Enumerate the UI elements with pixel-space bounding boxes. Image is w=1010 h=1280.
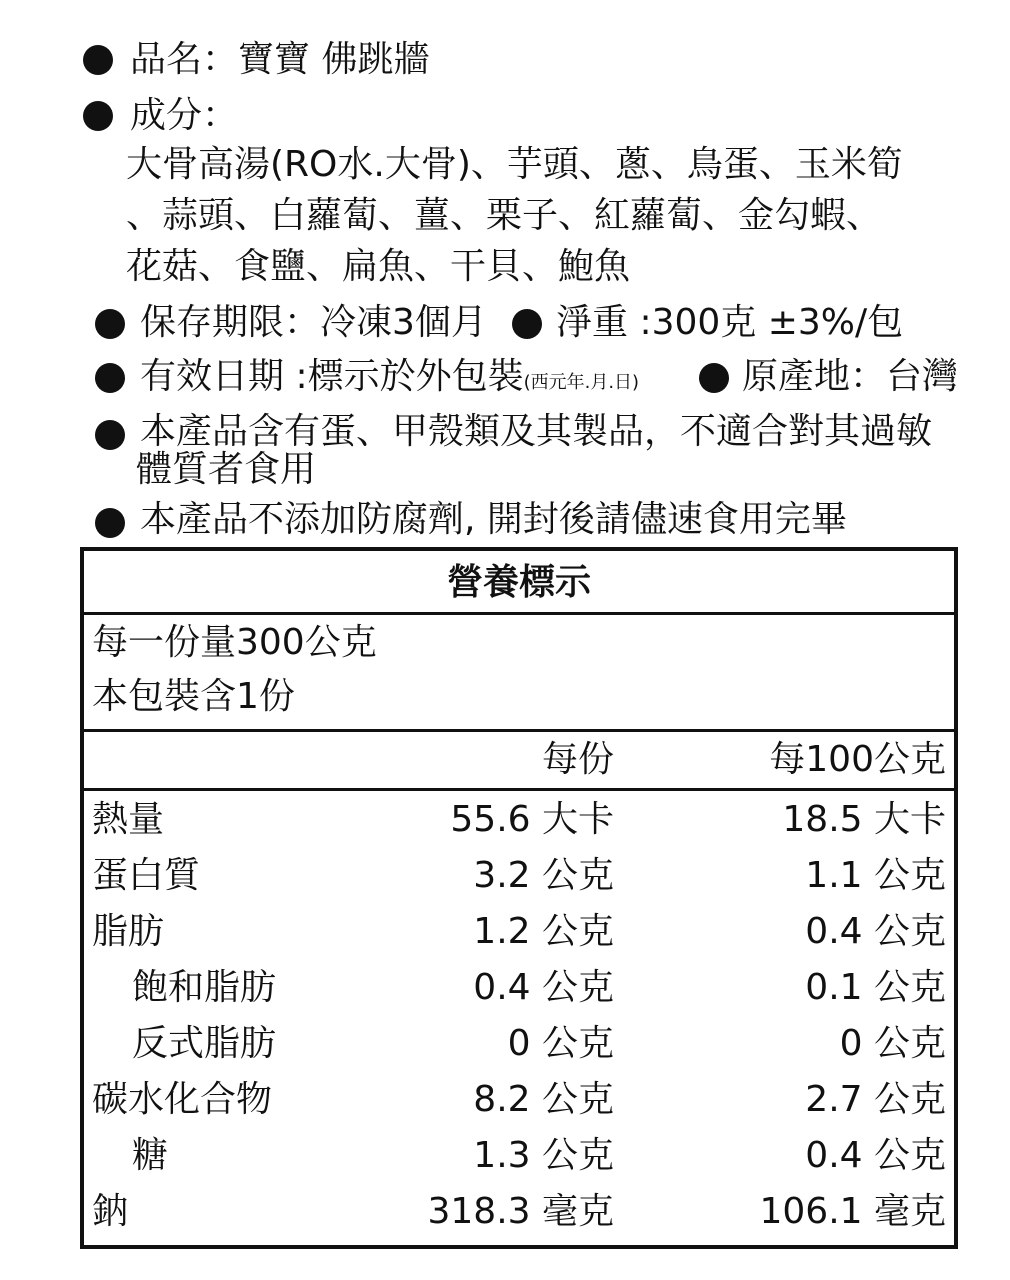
divider	[84, 788, 954, 791]
ingredients-title: 成分：	[130, 95, 239, 136]
divider	[84, 729, 954, 732]
per-serving-value: 318.3 毫克	[427, 1191, 614, 1232]
per-serving-value: 1.3 公克	[473, 1135, 614, 1176]
per-100g-value: 2.7 公克	[805, 1079, 946, 1120]
per-100g-value: 0.4 公克	[805, 1135, 946, 1176]
bullet-icon	[95, 508, 125, 538]
allergen-line: 體質者食用	[136, 449, 317, 490]
nutrient-name: 脂肪	[92, 911, 165, 952]
col-header-per-100g: 每100公克	[769, 739, 946, 780]
nutrient-name: 反式脂肪	[132, 1023, 277, 1064]
product-name: 品名：寶寶 佛跳牆	[130, 39, 430, 80]
serving-size: 每一份量300公克	[92, 622, 377, 663]
per-serving-value: 8.2 公克	[473, 1079, 614, 1120]
bullet-icon	[95, 309, 125, 339]
nutrient-name: 熱量	[92, 799, 165, 840]
net-weight: 淨重 :300克 ±3%/包	[556, 302, 904, 343]
bullet-icon	[512, 309, 542, 339]
per-100g-value: 0.4 公克	[805, 911, 946, 952]
bullet-icon	[95, 363, 125, 393]
nutrition-table	[80, 547, 958, 1249]
per-100g-value: 18.5 大卡	[782, 799, 946, 840]
per-100g-value: 106.1 毫克	[759, 1191, 946, 1232]
divider	[84, 612, 954, 615]
ingredients-line: 花菇、食鹽、扁魚、干貝、鮑魚	[126, 246, 631, 287]
per-serving-value: 0.4 公克	[473, 967, 614, 1008]
col-header-per-serving: 每份	[541, 739, 614, 780]
per-100g-value: 0.1 公克	[805, 967, 946, 1008]
nutrient-name: 糖	[132, 1135, 169, 1176]
bullet-icon	[83, 45, 113, 75]
ingredients-line: 大骨高湯(RO水.大骨)、芋頭、蔥、鳥蛋、玉米筍	[126, 144, 903, 185]
nutrient-name: 蛋白質	[92, 855, 201, 896]
expiry-text: 有效日期 :標示於外包裝	[140, 356, 524, 397]
nutrient-name: 鈉	[92, 1191, 129, 1232]
allergen-line: 本產品含有蛋、甲殼類及其製品，不適合對其過敏	[140, 411, 933, 452]
per-serving-value: 3.2 公克	[473, 855, 614, 896]
ingredients-line: 、蒜頭、白蘿蔔、薑、栗子、紅蘿蔔、金勾蝦、	[126, 195, 883, 236]
per-serving-value: 55.6 大卡	[450, 799, 614, 840]
bullet-icon	[95, 420, 125, 450]
preservative-note: 本產品不添加防腐劑, 開封後請儘速食用完畢	[140, 499, 847, 540]
per-serving-value: 0 公克	[507, 1023, 614, 1064]
expiry-label	[140, 355, 639, 405]
origin: 原產地：台灣	[742, 356, 959, 397]
shelf-life: 保存期限：冷凍3個月	[140, 302, 487, 343]
nutrient-name: 碳水化合物	[92, 1079, 273, 1120]
servings-per-pack: 本包裝含1份	[92, 676, 295, 717]
nutrition-title: 營養標示	[446, 562, 591, 603]
per-serving-value: 1.2 公克	[473, 911, 614, 952]
bullet-icon	[699, 363, 729, 393]
per-100g-value: 0 公克	[839, 1023, 946, 1064]
nutrient-name: 飽和脂肪	[132, 967, 277, 1008]
bullet-icon	[83, 101, 113, 131]
per-100g-value: 1.1 公克	[805, 855, 946, 896]
expiry-note: (西元年.月.日)	[523, 372, 640, 393]
